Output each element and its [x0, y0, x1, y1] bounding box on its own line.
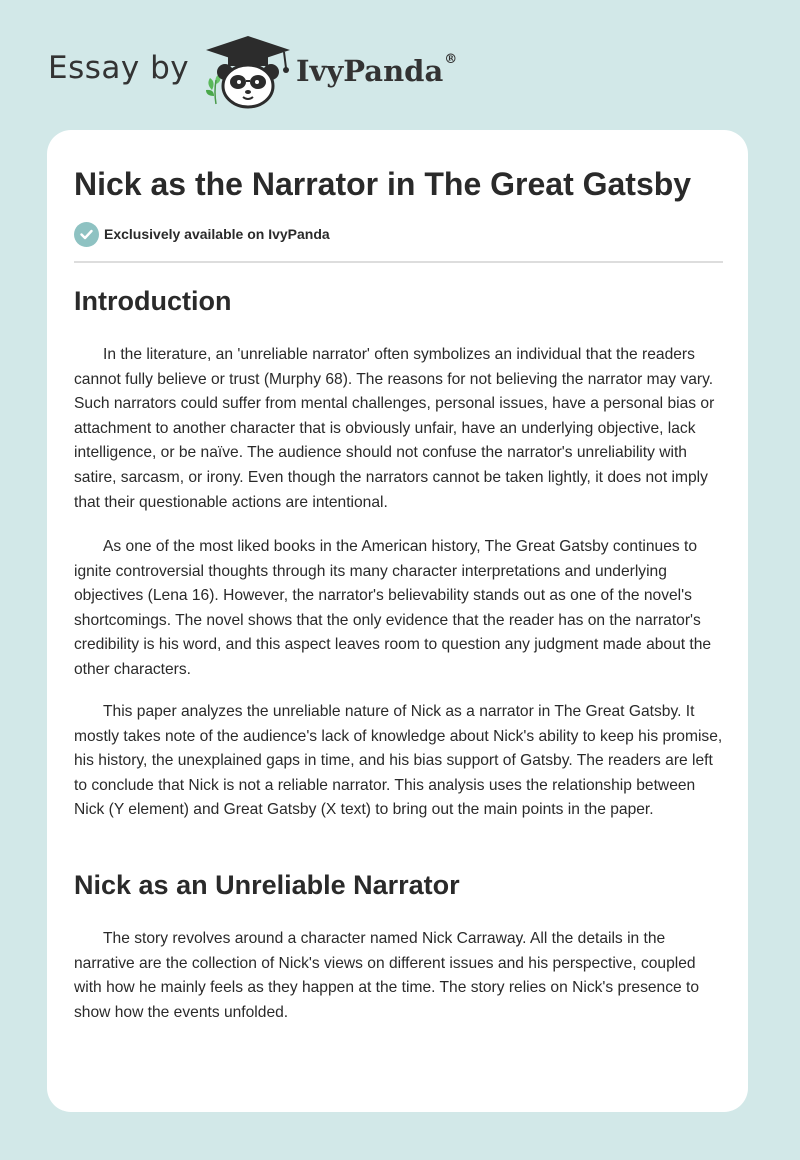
panda-logo-icon[interactable] — [200, 34, 296, 110]
leaf-icon — [206, 74, 221, 104]
section-heading-unreliable-narrator: Nick as an Unreliable Narrator — [74, 870, 460, 900]
section-heading-introduction: Introduction — [74, 286, 232, 316]
paragraph: The story revolves around a character named Nick Carraway. All the details in the narrative are the collection of Nick's views on different issues and his perspective, coupled with how he mainly feels as they happen at the time. The story relies on Nick's presence to show how the events unfolded. — [74, 930, 700, 1021]
page-title: Nick as the Narrator in The Great Gatsby — [74, 166, 692, 202]
registered-mark: ® — [444, 52, 458, 67]
essay-by-label: Essay by — [48, 50, 190, 86]
brand-name[interactable] — [296, 54, 457, 88]
paragraph: This paper analyzes the unreliable nature of Nick as a narrator in The Great Gatsby. It mostly takes note of the audience's lack of knowledge about Nick's ability to keep his promise, his history, the unexplained gaps in time, and his bias support of Gatsby. The readers are left to conclude that Nick is not a reliable narrator. This analysis uses the relationship between Nick (Y element) and Great Gatsby (X text) to bring out the main points in the paper. — [74, 703, 723, 819]
paragraph: As one of the most liked books in the American history, The Great Gatsby continues to ignite controversial thoughts through its many character interpretations and underlying objectives (Lena 16). However, the narrator's believability stands out as one of the novel's shortcomings. The novel shows that the only evidence that the reader has on the narrator's credibility is his word, and this aspect leaves room to question any judgment made about the other characters. — [74, 538, 712, 678]
brand-text: IvyPanda — [296, 54, 444, 88]
site-header — [0, 0, 800, 130]
badge-label: Exclusively available on IvyPanda — [104, 226, 330, 242]
exclusive-badge — [74, 221, 330, 247]
article-card — [47, 130, 748, 1112]
divider — [74, 261, 723, 263]
paragraph: In the literature, an 'unreliable narrator' often symbolizes an individual that the readers cannot fully believe or trust (Murphy 68). The reasons for not believing the narrator may vary. Such narrators could suffer from mental challenges, personal issues, have a personal bias or attachment to another character that is obviously unfair, have an underlying objective, lack intelligence, or be naïve. The audience should not confuse the narrator's unreliability with satire, sarcasm, or irony. Even though the narrators cannot be taken lightly, it does not imply that their questionable actions are intentional. — [74, 346, 715, 511]
check-icon — [74, 222, 99, 247]
